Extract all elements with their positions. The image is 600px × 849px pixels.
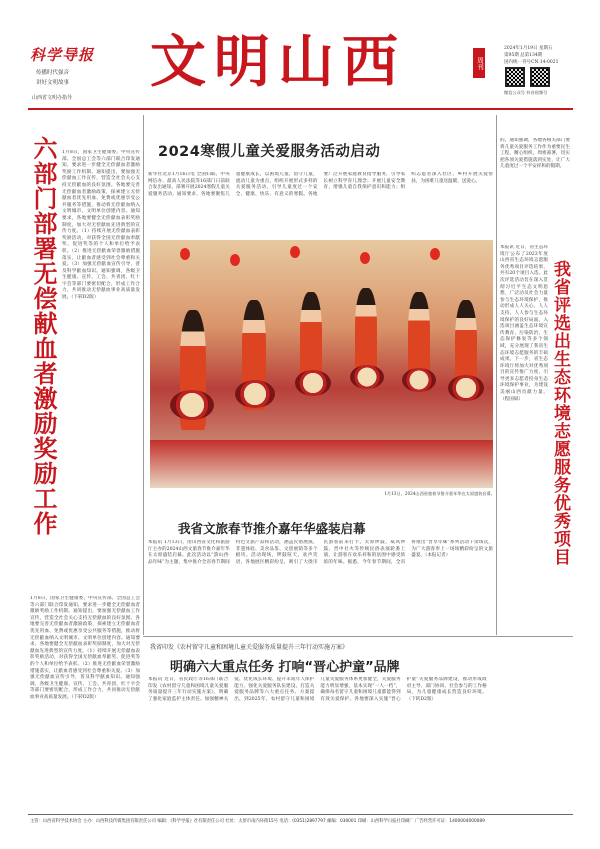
lantern-shape bbox=[290, 246, 300, 258]
top-headline: 2024寒假儿童关爱服务活动启动 bbox=[158, 144, 381, 160]
drum bbox=[402, 368, 436, 392]
slogan-line-2: 讲好文明故事 bbox=[36, 80, 70, 86]
top-article-body: 新华社北京1月16日电 全国妇联、中央网信办、最高人民法院等16部门日前联合发出通知，部署开展2024寒假儿童关爱服务活动。通知要求，各地要聚焦儿童健康成长，以困境儿童、留守儿童、流动儿童为重点，组织开展形式多样的关爱服务活动，引导儿童度过一个安全、健康、快乐、有意义的寒假。各地要广泛开展家庭教育指导服务，引导家长树立科学育儿理念；开展儿童安全教育，增强儿童自我保护意识和能力；组织志愿者深入社区、乡村开展关爱帮扶，为困难儿童送温暖、送爱心。 bbox=[148, 172, 493, 197]
middle-article-body: 本报讯 1月13日，由山西省文化和旅游厅主办的2024山西文旅春节推介嘉年华在太原盛装启幕。此次活动以“游山西·品年味”为主题，集中推介全省春节期间特色文旅产品和活动，涵盖民俗展演、非遗体验、美食品鉴、文创展销等多个板块。活动现场，锣鼓喧天、欢声笑语，各地展区精彩纷呈，吸引了大批市民游客前来打卡。太原锣鼓、威风锣鼓、晋中社火等传统民俗表演轮番上演，让游客在欢乐祥和的氛围中感受浓浓的年味。据悉，今年春节期间，全省将推出“晋享年味”系列活动千余场次，为广大游客奉上一场场精彩纷呈的文旅盛宴。（本报记者） bbox=[148, 540, 493, 565]
masthead bbox=[0, 0, 600, 108]
weekly-label-text: 周刊 bbox=[476, 56, 484, 70]
right-headline: 我省评选出生态环境志愿服务优秀项目 bbox=[550, 260, 570, 566]
wechat-qr-code bbox=[505, 67, 525, 87]
drum bbox=[350, 365, 384, 389]
drum bbox=[448, 375, 484, 401]
masthead-divider bbox=[28, 108, 573, 110]
drum bbox=[170, 390, 214, 420]
right-column-divider bbox=[496, 115, 497, 635]
photo-caption: 1月13日，2024山西省旅春节推介嘉年华在太原盛装启幕。 bbox=[384, 491, 495, 496]
bottom-divider bbox=[143, 636, 573, 637]
festival-photo bbox=[150, 240, 493, 488]
douyin-qr-code bbox=[530, 67, 550, 87]
footer-info: 主管：山西省科学技术协会 主办：山西科技传媒集团有限责任公司 编辑：《科学导报》社有限责任公司 社址：太原市南内环街15号 电话：(0351)2897797 邮编：030001 印刷：山西科学日报社印刷厂 广告经营许可证：1400004000089 bbox=[30, 819, 485, 824]
qr-caption: 微信公众号 抖音视频号 bbox=[504, 90, 548, 95]
issue-number: 第95期 总第134期 bbox=[504, 53, 543, 58]
lantern-shape bbox=[180, 248, 190, 260]
lantern-shape bbox=[230, 254, 240, 266]
right-top-text: 的。通知强调，各地各相关部门要将儿童关爱服务工作作为重要民生工程，精心组织，周密部署，切实把各项关爱措施落到实处，让广大儿童度过一个平安祥和的假期。 bbox=[500, 138, 570, 170]
stage-carpet bbox=[150, 440, 493, 488]
bottom-kicker: 我省印发《农村留守儿童和困境儿童关爱服务质量提升三年行动实施方案》 bbox=[150, 644, 349, 651]
middle-headline: 我省文旅春节推介嘉年华盛装启幕 bbox=[178, 521, 366, 536]
left-headline: 六部门部署无偿献血者激励奖励工作 bbox=[29, 136, 57, 536]
lantern-shape bbox=[430, 248, 440, 260]
sponsor-text: 山西省文明办指导 bbox=[32, 95, 73, 101]
issue-date: 2024年1月19日 星期五 bbox=[504, 46, 553, 51]
right-article-body: 本报讯 近日，省生态环境厅公布了2023年度山西省生态环境志愿服务优秀项目评选结果，共有20个项目入选。此次评选活动旨在深入贯彻习近平生态文明思想，广泛动员社会力量参与生态环境保护，推动形成人人关心、人人支持、人人参与生态环境保护的良好局面。入选项目涵盖生态环境宣传教育、污染防治、生态保护修复等多个领域，充分展现了我省生态环境志愿服务的丰硕成果。下一步，省生态环境厅将加大对优秀项目的宣传推广力度，引导更多志愿者投身生态环境保护事业，为建设美丽山西贡献力量。（程国斌） bbox=[500, 245, 548, 402]
weekly-label bbox=[473, 48, 485, 78]
masthead-title: 文明山西 bbox=[150, 29, 406, 95]
newspaper-logo: 科学导报 bbox=[30, 46, 95, 64]
drum bbox=[235, 380, 275, 408]
left-column-divider bbox=[143, 115, 144, 635]
drum bbox=[295, 370, 331, 396]
issue-code: 国内统一刊号CN 14-0021 bbox=[504, 60, 559, 65]
footer-divider bbox=[28, 814, 573, 815]
lantern-shape bbox=[360, 252, 370, 264]
bottom-headline: 明确六大重点任务 打响“晋心护童”品牌 bbox=[170, 660, 400, 675]
left-article-body-continued: 1月8日，国家卫生健康委、中央宣传部、全国总工会等六部门联合印发通知，要求进一步健全无偿献血者激励奖励工作机制。通知提出，要加强无偿献血工作宣传，营造全社会关心支持无偿献血的良好氛围。各地要完善无偿献血者激励政策，探索建立无偿献血者优先用血、免费或优惠享受公共服务等措施，推动将无偿献血纳入文明城市、文明单位创建内容。通知要求，各地要健全无偿献血表彰奖励制度，加大对无偿献血先进典型的宣传力度。（1）持续开展无偿献血表彰奖励活动，对获得全国无偿献血奉献奖、促进奖等的个人和单位给予表彰。（2）推进无偿献血荣誉激励措施落实，让献血者感受到社会尊重和关爱。（3）加强无偿献血宣传引导，普及科学献血知识。通知强调，各级卫生健康、宣传、工会、共青团、红十字会等部门要密切配合，形成工作合力，共同推动无偿献血事业高质量发展。（下转D2版） bbox=[30, 596, 140, 700]
bottom-article-body: 本报讯 近日，省民政厅等16部门联合印发《农村留守儿童和困境儿童关爱服务质量提升三年行动实施方案》，明确了强化家庭监护主体责任、加强精神关爱、优化成长环境、提升未成年人保护能力、强化关爱服务队伍建设、打造关爱服务品牌等六大重点任务。方案提出，到2025年，农村留守儿童和困境儿童关爱服务体系更加健全，关爱服务能力明显增强，基本实现“一人一档”，确保每名留守儿童和困境儿童都能得到有效关爱保护。各地要深入实施“晋心护童”关爱服务品牌建设，推动形成政府主导、部门协同、社会参与的工作格局，为儿童健康成长营造良好环境。（下转D2版） bbox=[148, 677, 487, 702]
slogan-line-1: 传播时代强音 bbox=[36, 70, 70, 76]
left-article-body: 1月8日，国家卫生健康委、中央宣传部、全国总工会等六部门联合印发通知，要求进一步健全无偿献血者激励奖励工作机制。通知提出，要加强无偿献血工作宣传，营造全社会关心支持无偿献血的良好氛围。各地要完善无偿献血者激励政策，探索建立无偿献血者优先用血、免费或优惠享受公共服务等措施，推动将无偿献血纳入文明城市、文明单位创建内容。通知要求，各地要健全无偿献血表彰奖励制度，加大对无偿献血先进典型的宣传力度。（1）持续开展无偿献血表彰奖励活动，对获得全国无偿献血奉献奖、促进奖等的个人和单位给予表彰。（2）推进无偿献血荣誉激励措施落实，让献血者感受到社会尊重和关爱。（3）加强无偿献血宣传引导，普及科学献血知识。通知强调，各级卫生健康、宣传、工会、共青团、红十字会等部门要密切配合，形成工作合力，共同推动无偿献血事业高质量发展。（下转D2版） bbox=[62, 150, 140, 301]
